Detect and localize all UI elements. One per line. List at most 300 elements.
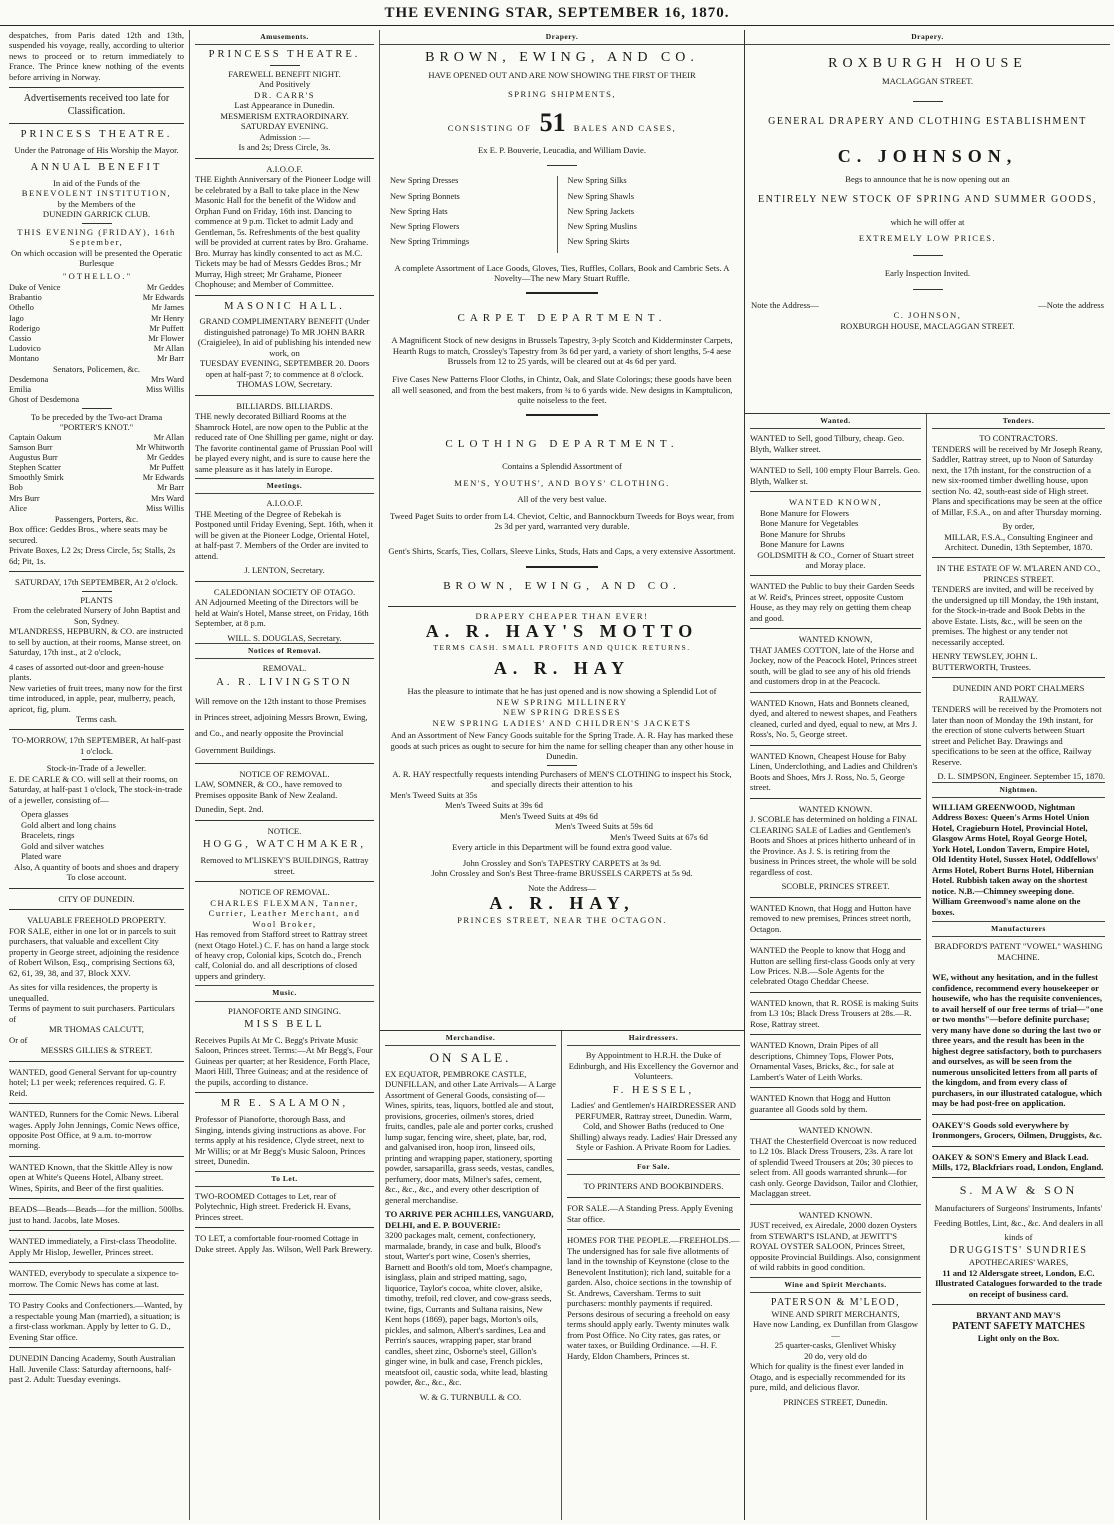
notice: FOR SALE.—A Standing Press. Apply Evening Star office. (567, 1203, 733, 1224)
list-item: New Spring Trimmings (390, 237, 470, 247)
list-item: Bone Manure for Flowers (760, 507, 850, 518)
column-1 (4, 30, 190, 1520)
text: Last Appearance in Dunedin. (234, 100, 335, 111)
list-item: New Spring Shawls (567, 191, 635, 201)
merchandise-ad: 3200 packages malt, cement, confectionery, marmalade, brandy, in case and bulk, Blood's stout, Warter's port wine, Cosen's sherries, Barnett and Booth's old tom, Moet's champagne, isinglass, plain and striped matting, sago, liquorice, Taylor's cocoa, white clover, alsike, timothy, trefoil, red clover, and cow-grass seeds, twine, figs, Currants and Sultana raisins, New Kent hops (1869), paper bags, Morton's oils, pickles, and salmon, Albert's sardines, Lea and Perrin's sauces, wrapping paper, star brand candles, sheet zinc, Osborne's steel, Gillon's ginger wine, in bulk and case, French pickles, meatsfoot oil, caustic soda, white lead, blasting powder, &c., &c., &c. (385, 1230, 553, 1388)
text: New varieties of fruit trees, many now for the first time introduced, in apple, pear, mulberry, peach, apricot, fig, plum. (9, 682, 183, 714)
text: Contains a Splendid Assortment of (502, 461, 622, 472)
actor: Mrs Ward (150, 493, 184, 503)
text: And an Assortment of New Fancy Goods suitable for the Spring Trade. A. R. Hay has marked these goods at such prices as ought to secure for him the name for selling cheaper than any other house in Dunedin. (390, 730, 734, 762)
text: Ex E. P. Bouverie, Leucadia, and William Davie. (478, 144, 646, 155)
heading: S. MAW & SON (959, 1183, 1078, 1198)
text: 4 cases of assorted out-door and green-house plants. (9, 661, 164, 683)
auction-ad: M'LANDRESS, HEPBURN, & CO. are instructed to sell by auction, at their rooms, Manse street, on Saturday, 17th inst., at 2 o'clock, (9, 626, 183, 658)
text: HAVE OPENED OUT AND ARE NOW SHOWING THE FIRST OF THEIR (428, 70, 696, 81)
list-item: Opera glasses (21, 809, 69, 820)
text: Has the pleasure to intimate that he has just opened and is now showing a Splendid Lot of (407, 686, 717, 697)
heading: SPRING SHIPMENTS, (507, 88, 617, 99)
jewel-list (9, 809, 184, 861)
text: PRINCES STREET, Dunedin. (783, 1396, 888, 1407)
heading: WANTED KNOWN, (788, 497, 882, 508)
consisting-line (380, 107, 744, 139)
johnson-heading: C. JOHNSON, (837, 145, 1018, 166)
play-title: "PORTER'S KNOT." (59, 422, 134, 433)
column-3-4 (380, 30, 745, 1520)
wanted-ad: WANTED the Public to buy their Garden Seeds at W. Reid's, Princes street, opposite Custom House, as they may rely on getting them cheap and good. (750, 581, 915, 623)
tender-ad: TENDERS are invited, and will be received by the undersigned up till Monday, the 19th instant, for the Stock-in-trade and Book Debts in the above Estate. Lists, &c., will be seen on the premises. The highest or any tender not necessarily accepted. (932, 584, 1099, 647)
actor: Mr Henry (151, 313, 184, 323)
text: From the celebrated Nursery of John Baptist and Son, Sydney. (12, 605, 181, 626)
heading: TO-MORROW, 17th SEPTEMBER, At half-past 1 o'clock. (11, 735, 182, 756)
hairdressers-column (562, 1031, 745, 1520)
text: SCOBLE, PRINCES STREET. (781, 881, 890, 892)
text: Dunedin, Sept. 2nd. (195, 804, 264, 815)
list-item: Men's Tweed Suits at 35s (390, 789, 478, 800)
heading: DUNEDIN GARRICK CLUB. (42, 209, 151, 220)
text: Removed to M'LISKEY'S BUILDINGS, Rattray street. (200, 855, 369, 876)
heading: A.I.O.O.F. (266, 498, 303, 509)
actor: Miss Willis (145, 503, 184, 513)
list-item: Bone Manure for Vegetables (760, 518, 859, 529)
heading: BENEVOLENT INSTITUTION, (21, 188, 172, 199)
wanted-ad: WANTED Known, Drain Pipes of all descriptions, Chimney Tops, Flower Pots, Ornamental Vases, Bricks, &c., for sale at Lambert's Water of Leith Works. (750, 1040, 894, 1082)
role: Montano (9, 354, 39, 363)
heading: GENERAL DRAPERY AND CLOTHING ESTABLISHMENT (768, 115, 1087, 127)
section-heading: Merchandise. (385, 1031, 556, 1046)
list-item: New Spring Flowers (390, 222, 460, 232)
cast-row (9, 494, 184, 504)
section-heading: Music. (195, 985, 374, 1001)
text: John Crossley and Son's Best Three-frame BRUSSELS CARPETS at 5s 9d. (431, 868, 693, 879)
notice: Has removed from Stafford street to Rattray street (next Otago Hotel.) C. F. has on hand a large stock of heavy crop, Colonial kips, Scotch do., French calf, Colonial do. and all descriptions of closed uppers and grindery. (195, 929, 370, 981)
wanted-ad: WANTED Known that Hogg and Hutton guarantee all Goods sold by them. (750, 1093, 891, 1114)
notice: Will remove on the 12th instant to those Premises in Princes street, adjoining Messrs Brown, Ewing, and Co., and nearly opposite the Provincial Government Buildings. (195, 695, 368, 755)
cast-row (9, 453, 184, 463)
heading: F. HESSEL, (612, 1084, 695, 1096)
text: PRINCES STREET, NEAR THE OCTAGON. (457, 914, 667, 925)
section-heading: Hairdressers. (567, 1031, 740, 1046)
wanted-ad: WANTED, everybody to speculate a sixpence to-morrow. The Comic News has come at last. (9, 1268, 179, 1289)
lower-section (380, 1030, 745, 1520)
hay-lines (380, 697, 744, 728)
actor (122, 395, 184, 405)
text: To close account. (66, 872, 127, 883)
section-heading: For Sale. (567, 1159, 740, 1175)
notice: AN Adjourned Meeting of the Directors will be held at Wain's Hotel, Manse street, on Friday, 16th September, at 8 p.m. (195, 597, 369, 629)
role: Desdemona (9, 374, 49, 384)
spring-items-right (568, 176, 735, 252)
section-heading: Wanted. (750, 414, 921, 429)
list-item: Men's Tweed Suits at 67s 6d (610, 831, 708, 842)
list-item: New Spring Silks (567, 176, 627, 186)
column-5-6 (745, 30, 1110, 1520)
heading: CARPET DEPARTMENT. (457, 311, 667, 324)
actor: Mr Geddes (146, 283, 184, 293)
text: All of the very best value. (517, 494, 607, 505)
heading: WANTED KNOWN, (798, 634, 873, 645)
news-paragraph: despatches, from Paris dated 12th and 13th, suspended his voyage, really, according to ulterior news to proceed or to return immediately to France. The Prince knew nothing of the events before arriving in Norway. (9, 30, 184, 82)
cast-row (9, 395, 184, 405)
section-heading: Drapery. (745, 30, 1110, 45)
heading: IN THE ESTATE OF W. M'LAREN AND CO., PRINCES STREET. (936, 563, 1101, 584)
heading: PRINCESS THEATRE. (208, 49, 361, 61)
nightman-ad: WILLIAM GREENWOOD, Nightman Address Boxes: Queen's Arms Hotel Union Hotel, Cragieburn Hotel, Provincial Hotel, Glasgow Arms Hotel, Royal George Hotel, York Hotel, London Tavern, Empire Hotel, Old Identity Hotel, Sussex Hotel, Oddfellows' Arms Hotel, Robert Burns Hotel, Hibernian Hotel. Rubbish taken away on the shortest notice. N.B.—Chimney sweeping done. William Greenwood's name alone on the boxes. (932, 801, 1099, 917)
theatre-title: PRINCESS THEATRE. (20, 128, 173, 140)
list-item: Men's Tweed Suits at 39s 6d (445, 800, 543, 811)
text: By order, (1002, 521, 1035, 532)
cast-row (9, 473, 184, 483)
text: By Appointment to H.R.H. the Duke of Edinburgh, and His Excellency the Governor and Volunteers. (568, 1050, 739, 1082)
wanted-ad: WANTED Known, Hats and Bonnets cleaned, dyed, and altered to newest shapes, and Feathers cleaned, curled and dyed, equal to new, at Mrs J. Ross's, No. 5, George street. (750, 697, 918, 740)
wanted-ad: WANTED, Runners for the Comic News. Liberal wages. Apply John Jennings, Comic News office, opposite Post Office, at 9 a.m. to-morrow morning. (9, 1109, 180, 1151)
list-item: Bracelets, rings (21, 830, 75, 841)
cast-row (9, 433, 184, 443)
text: THOMAS LOW, Secretary. (236, 379, 333, 390)
section-heading: Manufacturers (932, 921, 1105, 937)
bales-number: 51 (539, 108, 566, 138)
text: Manufacturers of Surgeons' Instruments, Infants' Feeding Bottles, Lint, &c., &c. And dealers in all kinds of (933, 1203, 1104, 1243)
text: by the Members of the (57, 198, 136, 209)
list-item: Bone Manure for Shrubs (760, 528, 846, 539)
text: J. LENTON, Secretary. (244, 565, 325, 576)
hay-motto: A. R. HAY'S MOTTO (425, 621, 699, 642)
classified-ad: BEADS—Beads—Beads—for the million. 500lbs. just to hand. Jacobs, late Moses. (9, 1204, 184, 1225)
role: Ghost of Desdemona (9, 394, 80, 404)
list-item: NEW SPRING MILLINERY (496, 696, 628, 707)
list-item: NEW SPRING LADIES' AND CHILDREN'S JACKETS (432, 717, 692, 728)
notice: TO LET, a comfortable four-roomed Cottage in Duke street. Apply Jas. Wilson, Well Park Brewery. (195, 1233, 373, 1254)
heading: SATURDAY, 17th SEPTEMBER, At 2 o'clock. (15, 577, 178, 588)
section-heading: To Let. (195, 1171, 374, 1187)
newspaper-title: THE EVENING STAR, SEPTEMBER 16, 1870. (384, 5, 730, 21)
text: MACLAGGAN STREET. (881, 76, 974, 87)
text: Or of (9, 1034, 28, 1045)
text: Have now Landing, ex Dunfillan from Glasgow— (753, 1319, 918, 1340)
list-item: Bone Manure for Lawns (760, 539, 845, 550)
masthead (0, 0, 1114, 26)
text: In aid of the Funds of the (53, 177, 140, 188)
notice: THE Meeting of the Degree of Rebekah is Postponed until Friday Evening, Sept. 16th, when it will be given at the Pioneer Lodge, Oriental Hotel, at half-past 7. Members of the Order are invited to attend. (195, 508, 374, 561)
heading: NOTICE. (267, 825, 302, 836)
heading: MISS BELL (244, 1019, 325, 1031)
text: 11 and 12 Aldersgate street, London, E.C. (942, 1267, 1095, 1278)
hay-heading: A. R. HAY (493, 658, 631, 679)
text: Gent's Shirts, Scarfs, Ties, Collars, Sleeve Links, Studs, Hats and Caps, a very extensive Assortment. (388, 545, 736, 556)
text: MR THOMAS CALCUTT, (49, 1024, 144, 1035)
heading: BROWN, EWING, AND CO. (443, 580, 681, 593)
text: Every article in this Department will be found extra good value. (452, 842, 672, 853)
text: Admission :— (259, 131, 310, 142)
text: As sites for villa residences, the property is unequalled. (9, 982, 158, 1003)
actor: Mr Puffett (149, 323, 184, 333)
column-2 (190, 30, 380, 1520)
wanted-column (745, 414, 927, 1520)
tenders-column (927, 414, 1110, 1520)
role: Brabantio (9, 293, 42, 303)
text: W. & G. TURNBULL & CO. (419, 1391, 522, 1402)
cast-row (9, 314, 184, 324)
heading: NOTICE OF REMOVAL. (239, 768, 330, 779)
manufacturer-ad: OAKEY & SON'S Emery and Black Lead. Mills, 172, Blackfriars road, London, England. (932, 1151, 1104, 1172)
text: TO ARRIVE PER ACHILLES, VANGUARD, DELHI, and E. P. BOUVERIE: (385, 1209, 554, 1230)
cast-row (9, 375, 184, 385)
actor: Mr Allan (153, 432, 184, 442)
heading: BRYANT AND MAY'S (976, 1310, 1061, 1321)
text: John Crossley and Son's TAPESTRY CARPETS at 3s 9d. (462, 857, 662, 868)
spring-items (380, 176, 744, 252)
text: Under the Patronage of His Worship the Mayor. (14, 144, 179, 155)
text: 20 do, very old do (804, 1350, 867, 1361)
text: TUESDAY EVENING, SEPTEMBER 20. Doors open at half-past 7; to commence at 8 o'clock. (199, 358, 370, 379)
heading: A.I.O.O.F. (266, 163, 303, 174)
cast-table (9, 433, 184, 514)
wanted-ad: WANTED, good General Servant for up-country hotel; L1 per week; references required. G. F. Reid. (9, 1066, 177, 1098)
text: GOLDSMITH & CO., Corner of Stuart street and Moray place. (757, 549, 914, 570)
text: CONSISTING OF (447, 123, 532, 134)
actor: Mr Flower (148, 333, 184, 343)
heading: MR E. SALAMON, (220, 1098, 349, 1110)
merchandise-column (380, 1031, 562, 1520)
tender-ad: TENDERS will be received by the Promoters not later than noon of Monday the 19th instant, for the erection of stone culverts between Stuart street and Pelichet Bay. Drawings and specifications to be seen at the office, Railway Reserve. (932, 704, 1102, 767)
cast-row (9, 504, 184, 514)
brown-ewing-title: BROWN, EWING, AND CO. (425, 50, 699, 66)
notice: Receives Pupils At Mr C. Begg's Private Music Saloon, Princes street. Terms:—At Mr Begg's, Four Guineas per quarter; at her Residence, Forth Place, Maori Hill, Three Guineas; and at the residence of the pupils, according to distance. (195, 1034, 373, 1087)
section-heading: Amusements. (195, 30, 374, 45)
heading: CALEDONIAN SOCIETY OF OTAGO. (213, 586, 356, 597)
list-item: New Spring Hats (390, 206, 448, 216)
merchandise-ad: EX EQUATOR, PEMBROKE CASTLE, DUNFILLAN, and other Late Arrivals— A Large Assortment of General Goods, consisting of— Wines, spirits, teas, liquors, bottled ale and stout, provisions, groceries, oilmen's stores, dried fruits, candles, pale ale and porter corks, crushed lump sugar, fencing wire, sheet, plate, bar, rod, and galvanised iron, hoop iron, linseed oils, printing and wrapping paper, stationery, sporting powder, sarsaparilla, grass seeds, vestas, candles, perfumery, door mats, Milner's safes, cement, &c., &c., &c., and every other description of general merchandise. (385, 1069, 556, 1205)
wanted-ad: JUST received, ex Airedale, 2000 dozen Oysters from STEWART'S ISLAND, at JEWITT'S ROYAL OYSTER SALOON, Princes Street, opposite Provincial Buildings. Also, consignment of wild rabbits in good condition. (750, 1220, 921, 1273)
heading: PLANTS (80, 594, 113, 605)
heading: FAREWELL BENEFIT NIGHT. (228, 68, 341, 79)
role: Iago (9, 313, 24, 323)
list-item: NEW SPRING DRESSES (502, 707, 622, 718)
role: Bob (9, 483, 23, 493)
text: —Note the address (1038, 299, 1104, 310)
role: Emilia (9, 384, 32, 394)
text: Begs to announce that he is now opening out an (845, 173, 1010, 184)
role: Mrs Burr (9, 493, 40, 503)
cast-row (9, 483, 184, 493)
cast-row (9, 344, 184, 354)
list-item: Men's Tweed Suits at 59s 6d (555, 821, 653, 832)
text: A Magnificent Stock of new designs in Brussels Tapestry, 3-ply Scotch and Kidderminster Carpets, Hearth Rugs to match, Crossley's Tapestry from 3s 6d per yard, a variety of short lengths, 5-4 aese Brussels from 12 to 25 yards, will be cleared out at 4s 6d per yard. (391, 335, 733, 366)
text: ROXBURGH HOUSE, MACLAGGAN STREET. (840, 320, 1015, 331)
classified-ad: DUNEDIN Dancing Academy, South Australian Hall. Juvenile Class: Saturday afternoons, half-past 2. Adult: Tuesday evenings. (9, 1353, 176, 1385)
text: Terms cash. (76, 714, 117, 724)
wanted-ad: THAT the Chesterfield Overcoat is now reduced to L2 10s. Black Dress Trousers, 23s. A rare lot of splendid Tweed Trousers at 20s; 30 pieces to select from. All goods warranted shrunk—for cash only. George Davidson, Tailor and Clothier, Maclaggan street. (750, 1135, 918, 1199)
text: Is and 2s; Dress Circle, 3s. (238, 142, 331, 153)
heading: MASONIC HALL. (224, 300, 345, 312)
heading: MESMERISM EXTRAORDINARY. (220, 110, 349, 121)
notice: Professor of Pianoforte, thorough Bass, and Singing, intends giving instructions as above. For terms apply at his residence, Clyde street, next to Mr Willis; or at Mr Begg's Music Saloon, Princes street, Dunedin. (195, 1114, 366, 1167)
wanted-ad: WANTED Known, that the Skittle Alley is now open at White's Queens Hotel, Albany street. Wines, Spirits, and Beer of the first qualities. (9, 1161, 173, 1193)
section-heading: Drapery. (380, 30, 744, 45)
roxburgh-title: ROXBURGH HOUSE (828, 56, 1027, 72)
list-item: New Spring Dresses (390, 176, 459, 186)
heading: CLOTHING DEPARTMENT. (445, 437, 679, 450)
heading: ON SALE. (429, 1050, 512, 1066)
role: Stephen Scatter (9, 463, 61, 473)
text: And Positively (258, 79, 311, 90)
heading: C. JOHNSON, (893, 310, 962, 321)
list-item: Men's Tweed Suits at 49s 6d (500, 810, 598, 821)
text: HENRY TEWSLEY, JOHN L. BUTTERWORTH, Trustees. (932, 651, 1038, 672)
heading: CITY OF DUNEDIN. (58, 893, 135, 904)
wanted-ad: WANTED immediately, a First-class Theodolite. Apply Mr Hislop, Jeweller, Princes street. (9, 1236, 177, 1257)
heading: DUNEDIN AND PORT CHALMERS RAILWAY. (952, 683, 1085, 704)
heading: SATURDAY EVENING. (240, 121, 329, 132)
text: 25 quarter-casks, Glenlivet Whisky (774, 1340, 897, 1351)
role: Roderigo (9, 323, 40, 333)
wanted-ad: WANTED Known, that Hogg and Hutton have removed to new premises, Princes street north, Octagon. (750, 902, 912, 934)
text: Tweed Paget Suits to order from L4. Cheviot, Celtic, and Bannockburn Tweeds for Boys wear, from 2s 3d per yard, warranted very durable. (389, 510, 735, 532)
actor: Mr Barr (157, 483, 184, 493)
heading: BRADFORD'S PATENT "VOWEL" WASHING MACHINE. (934, 941, 1103, 962)
classified-ad: TO Pastry Cooks and Confectioners.—Wanted, by a respectable young Man (married), a situation; is a first-class workman. Apply by letter to G. D., Evening Star office. (9, 1300, 183, 1342)
text: Stock-in-Trade of a Jeweller. (46, 763, 147, 774)
wanted-ad: J. SCOBLE has determined on holding a FINAL CLEARING SALE of Ladies and Gentlemen's Boots and Shoes at prices hitherto unheard of in the Province. As J. S. is retiring from the business in Princes street, the whole will be sold regardless of cost. (750, 814, 918, 877)
role: Duke of Venice (9, 283, 61, 293)
actor: Mrs Ward (150, 374, 184, 384)
play-title: " O T H E L L O . " (62, 270, 131, 281)
text: D. L. SIMPSON, Engineer. September 15, 1870. (937, 771, 1105, 782)
actor: Miss Willis (145, 384, 184, 394)
actor: Mr Edwards (142, 473, 184, 483)
section-heading: Notices of Removal. (195, 643, 374, 659)
cast-row (9, 443, 184, 453)
wanted-ad: THAT JAMES COTTON, late of the Horse and Jockey, now of the Peacock Hotel, Princes street south, will be glad to see any of his old friends and customers drop in at the Peacock. (750, 644, 917, 687)
text: TERMS CASH. SMALL PROFITS AND QUICK RETURNS. (433, 643, 691, 653)
text: Early Inspection Invited. (884, 268, 971, 279)
text: To be preceded by the Two-act Drama (30, 411, 163, 422)
text: Passengers, Porters, &c. (54, 513, 139, 524)
text: GRAND COMPLIMENTARY BENEFIT (Under distinguished patronage) To MR JOHN BARR (Craigielee), In aid of publishing his intended new work, on (197, 316, 372, 358)
heading: EXTREMELY LOW PRICES. (858, 233, 997, 243)
actor: Mr James (151, 303, 184, 313)
role: Alice (9, 503, 27, 513)
cast-row (9, 303, 184, 313)
text: A complete Assortment of Lace Goods, Gloves, Ties, Ruffles, Collars, Book and Cambric Sets. A Novelty—The new Mary Stuart Ruffle. (394, 262, 730, 284)
actor: Mr Whitworth (135, 443, 184, 452)
text: Five Cases New Patterns Floor Cloths, in Chintz, Oak, and Slate Colorings; these goods have been all well seasoned, and from the best makers, from ¾ to 6 yards wide. New designs in Kamptulicon, quite noiseless to the feet. (391, 374, 733, 406)
text: On which occasion will be presented the Operatic Burlesque (10, 247, 183, 269)
cast-row (9, 283, 184, 293)
auction-ad: E. DE CARLE & CO. will sell at their rooms, on Saturday, at half-past 1 o'clock, The stock-in-trade of a jeweller, consisting of— (9, 773, 183, 805)
section-heading: Tenders. (932, 414, 1105, 429)
heading: PATENT SAFETY MATCHES (952, 1320, 1085, 1332)
heading: PATERSON & M'LEOD, (770, 1296, 901, 1308)
heading: TO PRINTERS AND BOOKBINDERS. (583, 1180, 724, 1191)
actor: Mr Barr (157, 354, 184, 363)
notice: HOMES FOR THE PEOPLE.—FREEHOLDS.—The undersigned has for sale five allotments of land in the township of Keynstone (close to the Benevolent Institution); rich land, suitable for a garden. Also, choice sections in the township of St. Andrews, Caversham. Terms to suit purchasers: monthly payments if required. Persons desirous of securing a freehold on easy terms should apply early. Twenty minutes walk from Post Office. No City rates, gas rates, or water taxes, or Building Ordinance. —H. F. Hardy, Eldon Chambers, Princes st. (567, 1235, 740, 1361)
lower-section (745, 413, 1110, 1520)
text: Senators, Policemen, &c. (52, 364, 141, 375)
heading: MEN'S, YOUTHS', AND BOYS' CLOTHING. (454, 477, 670, 488)
manufacturer-ad: WE, without any hesitation, and in the fullest confidence, recommend every housekeeper or housewife, who has the requisite conveniences, to avail herself of our free terms of trial—"one or two months"—before definite purchase; very many have done so during the last two or three years, and the result has been in the highest degree satisfactory, both to purchasers and ourselves, as will be seen from the numerous unsolicited letters from all parts of the kingdom, and from every class of purchasers, in our illustrated catalogue, which may be had post-free on application. (932, 972, 1104, 1109)
suits-list (380, 790, 744, 842)
heading: WANTED KNOWN. (798, 1209, 873, 1220)
text: Note the Address— (528, 882, 596, 893)
heading: PIANOFORTE AND SINGING. (228, 1005, 341, 1016)
role: Samson Burr (9, 443, 53, 452)
text: MILLAR, F.S.A., Consulting Engineer and Architect. Dunedin, 13th September, 1870. (944, 531, 1093, 552)
heading: HOGG, WATCHMAKER, (202, 839, 367, 851)
section-heading: Nightmen. (932, 782, 1105, 798)
heading: TO CONTRACTORS. (979, 433, 1058, 444)
notice: THE Eighth Anniversary of the Pioneer Lodge will be celebrated by a Ball to take place in the New Masonic Hall for the benefit of the Widow and Orphan Fund on Friday, 16th inst. Dancing to commence at 9 p.m. Ticket to admit Lady and Gentleman, 5s. Refreshments of the best quality will be provided at current rates by Bro. Grahame. Bro. Murray has kindly consented to act as M.C. Tickets may be had of Messrs Geddes Bros.; Mr Murray, High street; Mr Grahame, Pioneer Chophouse; and Member of Committee. (195, 174, 371, 290)
actor: Mr Geddes (146, 453, 184, 463)
note-line (745, 300, 1110, 310)
list-item: Plated ware (21, 851, 62, 862)
cast-row (9, 463, 184, 473)
text: BALES AND CASES, (573, 123, 677, 134)
text: Ladies' and Gentlemen's HAIRDRESSER AND PERFUMER, Rattray street, Dunedin. Warm, Cold, and Shower Baths (reduced to One Shilling) always ready. Ladies' Hair Dressed any Style or Fashion. A Private Room for Ladies. (569, 1100, 738, 1153)
text: which he will offer at (890, 216, 965, 227)
heading: DRUGGISTS' SUNDRIES (949, 1244, 1088, 1256)
cast-row (9, 385, 184, 395)
role: Smoothly Smirk (9, 473, 64, 483)
text: WILL. S. DOUGLAS, Secretary. (227, 632, 342, 643)
list-item: New Spring Jackets (567, 206, 635, 216)
section-heading: Meetings. (195, 478, 374, 494)
text: Also, A quantity of boots and shoes and drapery (14, 861, 179, 872)
cast-row (9, 334, 184, 344)
wanted-ad: WANTED known, that R. ROSE is making Suits from L3 10s; Black Dress Trousers at 28s.—R. Rose, Rattray street. (750, 997, 919, 1029)
section-heading: Wine and Spirit Merchants. (750, 1277, 921, 1293)
list-item: Gold albert and long chains (21, 819, 116, 830)
notice: TWO-ROOMED Cottages to Let, rear of Polytechnic, High street. Frederick H. Evans, Princes street. (195, 1190, 351, 1222)
text: Note the Address— (751, 299, 819, 310)
heading: WINE AND SPIRIT MERCHANTS, (771, 1308, 900, 1319)
text: Box office: Geddes Bros., where seats may be secured. (9, 524, 168, 545)
actor: Mr Puffett (149, 463, 184, 473)
cast-table (9, 375, 184, 405)
heading: CHARLES FLEXMAN, Tanner, Currier, Leather Merchant, and Wool Broker, (208, 897, 361, 929)
heading: VALUABLE FREEHOLD PROPERTY. (27, 915, 166, 926)
cast-row (9, 293, 184, 303)
heading: DR. CARR'S (254, 89, 315, 100)
heading: ANNUAL BENEFIT (30, 162, 163, 174)
cast-row (9, 324, 184, 334)
actor: Mr Edwards (142, 293, 184, 303)
heading: BILLIARDS. BILLIARDS. (236, 400, 333, 411)
list-item: New Spring Skirts (567, 237, 630, 247)
hay-address-heading: A. R. HAY, (489, 893, 635, 913)
late-ads-heading: Advertisements received too late for Classification. (23, 93, 170, 117)
wanted-ad: WANTED the People to know that Hogg and Hutton are selling first-class Goods only at very Low Prices. N.B.—Sole Agents for the celebrated Otago Cheddar Cheese. (750, 945, 915, 987)
list-item: New Spring Muslins (567, 222, 637, 232)
actor: Mr Allan (153, 343, 184, 353)
notice: LAW, SOMNER, & CO., have removed to Premises opposite Bank of New Zealand. (195, 779, 342, 800)
heading: THIS EVENING (FRIDAY), 16th September, (17, 226, 176, 248)
heading: ENTIRELY NEW STOCK OF SPRING AND SUMMER GOODS, (758, 194, 1097, 206)
text: MESSRS GILLIES & STREET. (40, 1045, 153, 1056)
role: Othello (9, 303, 34, 313)
wanted-ad: WANTED to Sell, 100 empty Flour Barrels. Geo. Blyth, Walker st. (750, 465, 920, 486)
text: Illustrated Catalogues forwarded to the trade on receipt of business card. (935, 1278, 1102, 1299)
text: Private Boxes, L2 2s; Dress Circle, 5s; Stalls, 2s 6d; Pit, 1s. (9, 545, 176, 566)
cast-row (9, 354, 184, 364)
manure-list (750, 508, 921, 550)
text: Light only on the Box. (977, 1332, 1060, 1343)
heading: WANTED KNOWN. (798, 1125, 873, 1136)
role: Ludovico (9, 343, 41, 353)
list-item: Gold and silver watches (21, 840, 104, 851)
notice: THE newly decorated Billiard Rooms at the Shamrock Hotel, are now open to the Public at the reduced rate of One Shilling per game, night or day. The favorite continental game of Prussian Pool will be played every night, and is sure to cause here the same pleasure as it has lately in Europe. (195, 411, 374, 474)
heading: NOTICE OF REMOVAL. (239, 887, 330, 898)
heading: WANTED KNOWN. (798, 803, 873, 814)
